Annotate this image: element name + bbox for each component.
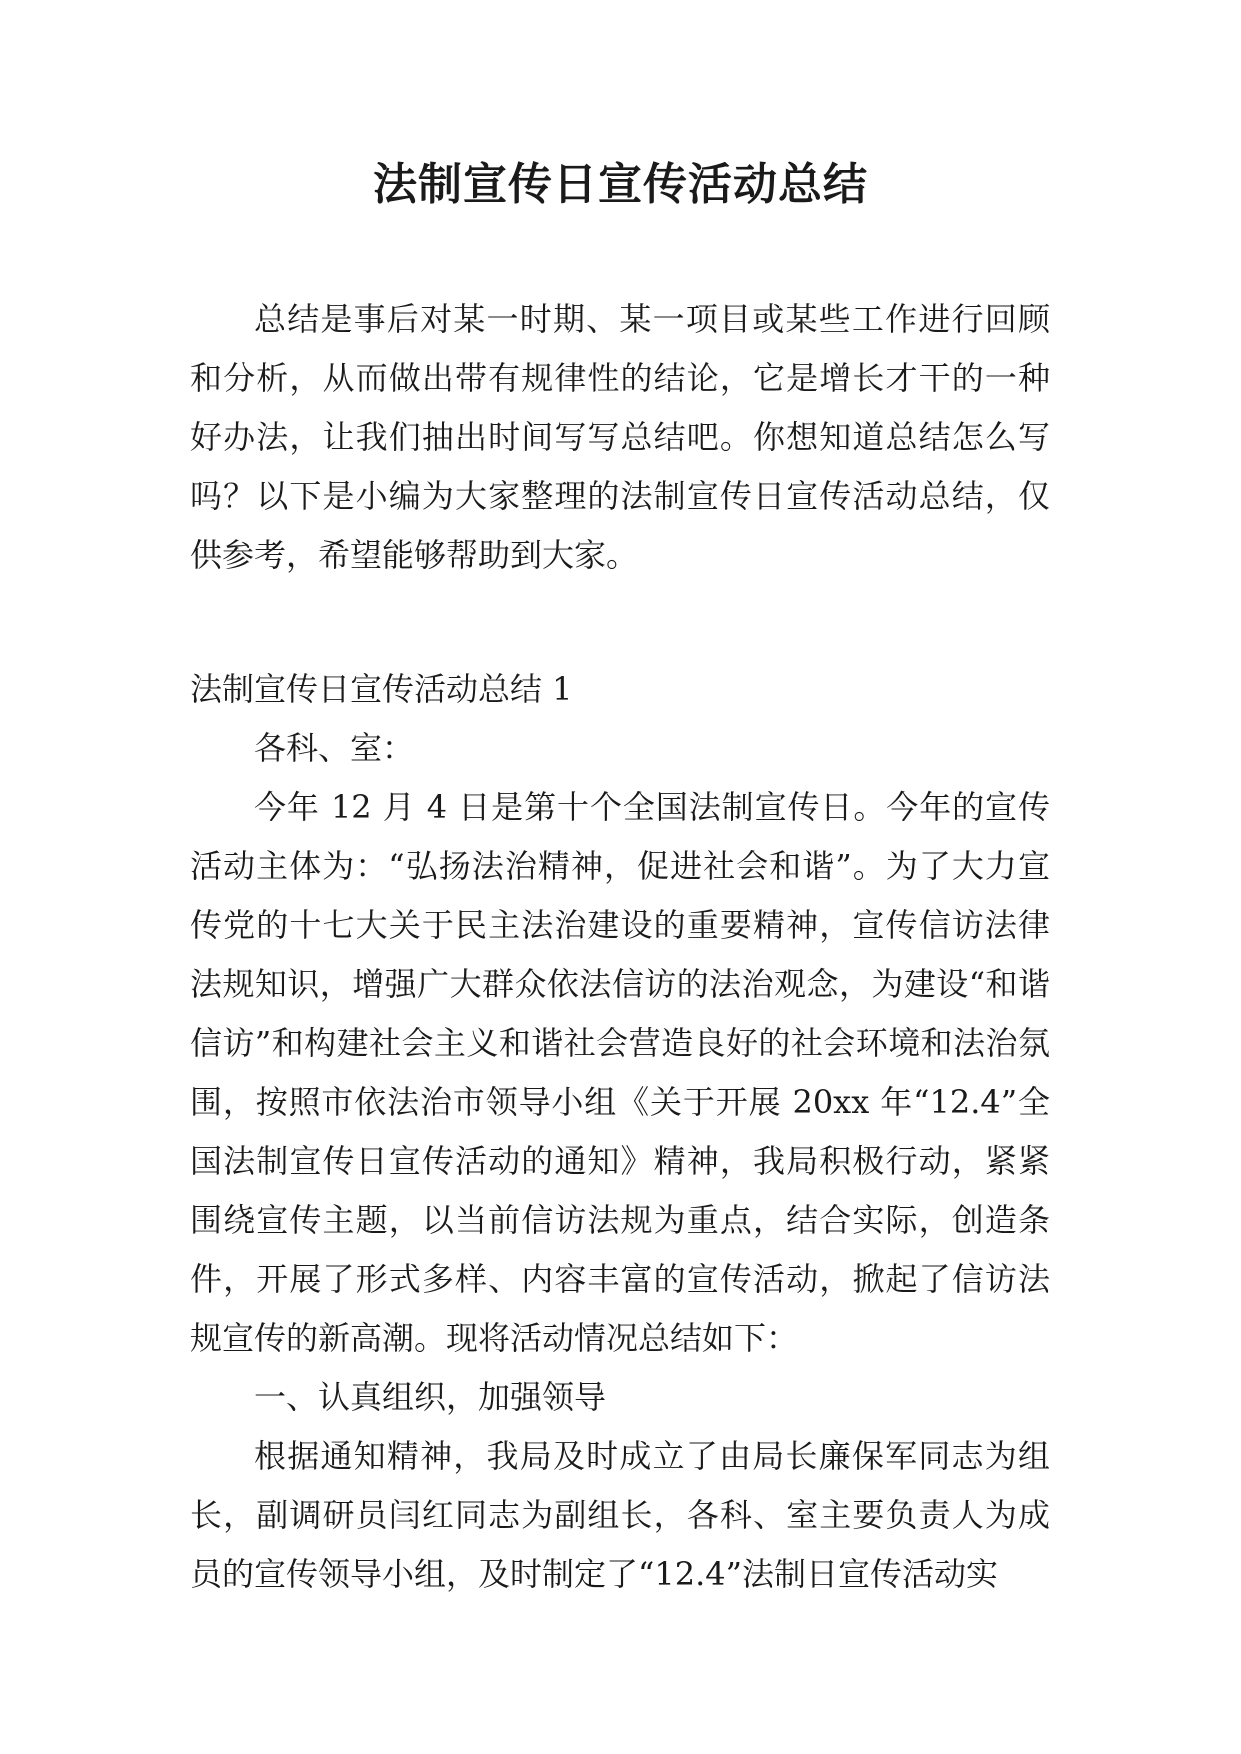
subheading: 一、认真组织，加强领导 <box>254 1378 607 1416</box>
body-paragraph: 根据通知精神，我局及时成立了由局长廉保军同志为组长，副调研员闫红同志为副组长，各科、室主要负责人为成员的宣传领导小组，及时制定了“12.4”法制日宣传活动实 <box>190 1437 1050 1593</box>
section-heading: 法制宣传日宣传活动总结 1 <box>190 670 573 708</box>
salutation: 各科、室： <box>254 729 415 767</box>
section-spacer <box>190 585 1050 660</box>
document-title: 法制宣传日宣传活动总结 <box>373 159 868 210</box>
document-body <box>190 290 1050 1604</box>
body-paragraph: 今年 12 月 4 日是第十个全国法制宣传日。今年的宣传活动主体为：“弘扬法治精神，促进社会和谐”。为了大力宣传党的十七大关于民主法治建设的重要精神，宣传信访法律法规知识，增强广大群众依法信访的法治观念，为建设“和谐信访”和构建社会主义和谐社会营造良好的社会环境和法治氛围，按照市依法治市领导小组《关于开展 20xx 年“12.4”全国法制宣传日宣传活动的通知》精神，我局积极行动，紧紧围绕宣传主题，以当前信访法规为重点，结合实际，创造条件，开展了形式多样、内容丰富的宣传活动，掀起了信访法规宣传的新高潮。现将活动情况总结如下： <box>190 788 1050 1357</box>
intro-paragraph: 总结是事后对某一时期、某一项目或某些工作进行回顾和分析，从而做出带有规律性的结论，它是增长才干的一种好办法，让我们抽出时间写写总结吧。你想知道总结怎么写吗？以下是小编为大家整理的法制宣传日宣传活动总结，仅供参考，希望能够帮助到大家。 <box>190 300 1050 574</box>
